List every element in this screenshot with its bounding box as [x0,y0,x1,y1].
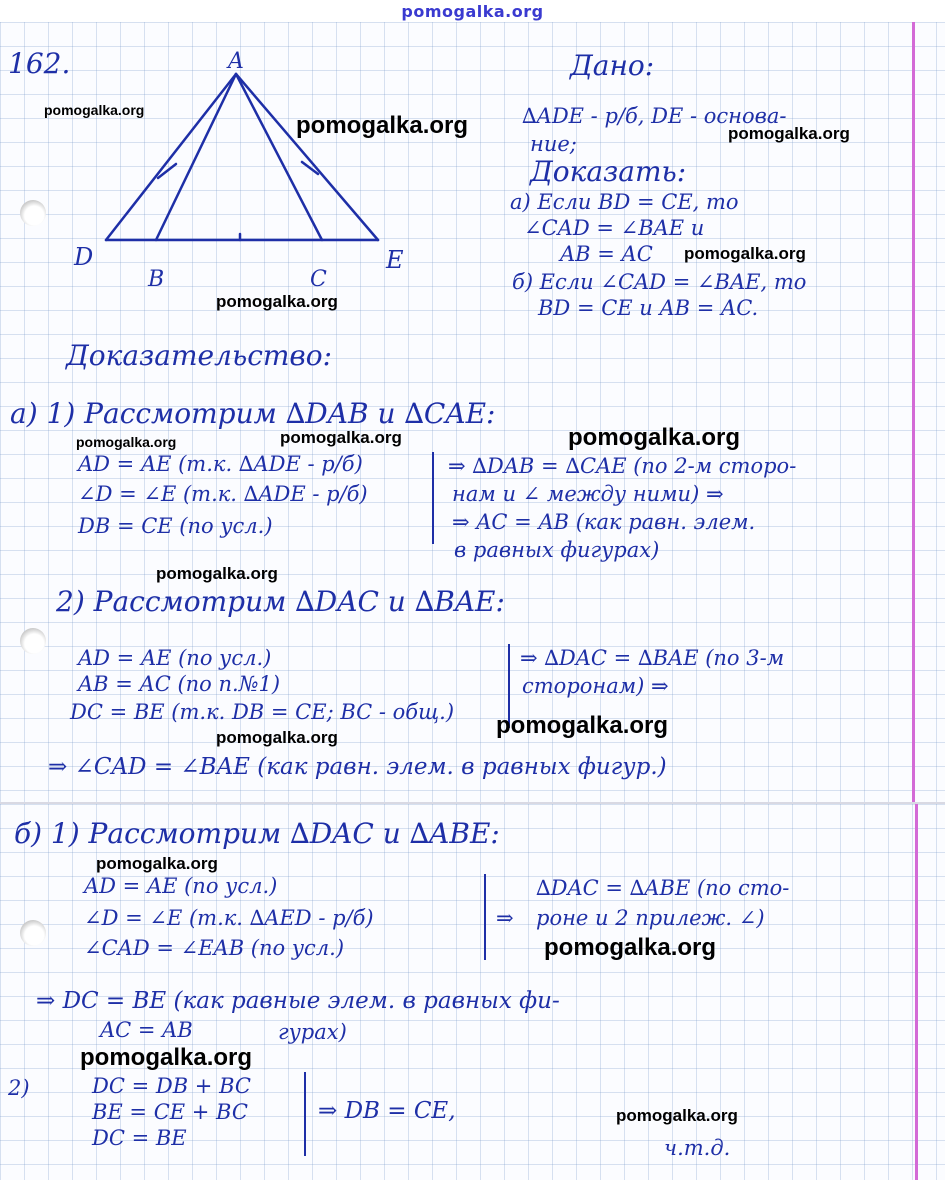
proof-b-step1-result: роне и 2 прилеж. ∠) [536,906,765,930]
proof-b-step1-line: AD = AE (по усл.) [84,874,278,898]
given-line-2: ние; [530,132,577,156]
vertex-B: B [148,267,165,290]
watermark: pomogalka.org [568,424,741,451]
proof-a-step1-result: ⇒ ∆DAB = ∆CAE (по 2-м сторо- [448,454,797,478]
proof-b-step1-result: ∆DAC = ∆ABE (по сто- [536,876,790,900]
proof-b-step2-label: 2) [8,1076,30,1100]
qed-mark: ч.т.д. [664,1136,731,1160]
proof-b-arrow: ⇒ [496,906,514,930]
proof-b-step1-line: ∠D = ∠E (т.к. ∆AED - р/б) [84,906,374,930]
watermark: pomogalka.org [80,1044,253,1071]
side-AD [106,74,236,240]
proof-a-step2-title: 2) Рассмотрим ∆DAC и ∆BAE: [56,585,505,618]
proof-a-step1-line: AD = AE (т.к. ∆ADE - р/б) [78,452,363,476]
proof-b-conclusion-2: AC = AB [100,1018,193,1042]
site-header-url[interactable]: pomogalka.org [401,2,544,21]
proof-a-step2-line: AB = AC (по п.№1) [78,672,281,696]
watermark: pomogalka.org [296,112,469,139]
bracket [432,452,434,544]
proof-b-step2-line: DC = BE [92,1126,187,1150]
proof-b-conclusion-3: гурах) [278,1020,347,1044]
bracket [304,1072,306,1156]
proof-a-step1-result: нам и ∠ между ними) ⇒ [452,482,724,506]
problem-number: 162. [8,47,71,80]
proof-a-step1-result: ⇒ AC = AB (как равн. элем. [452,510,756,534]
bracket [484,874,486,960]
notebook-page-bottom [0,802,945,1180]
proof-a-step2-result: сторонам) ⇒ [522,674,669,698]
vertex-D: D [74,243,94,271]
watermark: pomogalka.org [76,434,177,450]
prove-a-line-2: ∠CAD = ∠BAE и [524,216,705,240]
segment-AB [156,74,236,240]
triangle-figure [60,50,440,290]
proof-b-step2-line: DC = DB + BC [92,1074,251,1098]
prove-b-line-1: б) Если ∠CAD = ∠BAE, то [512,270,807,294]
proof-b-conclusion-1: ⇒ DC = BE (как равные элем. в равных фи- [36,988,560,1014]
side-AE [236,74,378,240]
notebook-page-top [0,22,945,802]
watermark: pomogalka.org [728,124,850,143]
prove-a-line-1: а) Если BD = CE, то [510,190,739,214]
watermark: pomogalka.org [44,102,145,118]
proof-b-step1-title: б) 1) Рассмотрим ∆DAC и ∆ABE: [14,817,500,850]
proof-a-step1-line: ∠D = ∠E (т.к. ∆ADE - р/б) [78,482,368,506]
watermark: pomogalka.org [684,244,806,263]
vertex-C: C [310,267,327,290]
watermark: pomogalka.org [216,728,338,747]
proof-a-step2-result: ⇒ ∆DAC = ∆BAE (по 3-м [520,646,785,670]
prove-b-line-2: BD = CE и AB = AC. [538,296,759,320]
margin-line [912,22,915,802]
proof-a-step1-title: а) 1) Рассмотрим ∆DAB и ∆CAE: [10,397,496,430]
proof-b-step2-result: ⇒ DB = CE, [318,1098,456,1124]
binder-hole [20,628,46,654]
proof-a-conclusion: ⇒ ∠CAD = ∠BAE (как равн. элем. в равных фигур.) [48,754,667,780]
binder-hole [20,920,46,946]
proof-a-step1-line: DB = CE (по усл.) [78,514,273,538]
watermark: pomogalka.org [544,934,717,961]
proof-a-step2-line: AD = AE (по усл.) [78,646,272,670]
given-line-1: ∆ADE - р/б, DE - основа- [522,104,787,128]
margin-line [915,804,918,1180]
watermark: pomogalka.org [156,564,278,583]
prove-a-line-3: AB = AC [560,242,653,266]
given-heading: Дано: [570,49,655,82]
vertex-E: E [386,246,404,274]
watermark: pomogalka.org [280,428,402,447]
vertex-A: A [228,50,244,74]
proof-a-step1-result: в равных фигурах) [454,538,660,562]
watermark: pomogalka.org [216,292,338,311]
binder-hole [20,200,46,226]
watermark: pomogalka.org [496,712,669,739]
proof-heading: Доказательство: [66,339,333,372]
proof-b-step1-line: ∠CAD = ∠EAB (по усл.) [84,936,345,960]
prove-heading: Доказать: [530,155,687,188]
proof-b-step2-line: BE = CE + BC [92,1100,248,1124]
proof-a-step2-line: DC = BE (т.к. DB = CE; BC - общ.) [70,700,455,724]
segment-AC [236,74,322,240]
watermark: pomogalka.org [96,854,218,873]
watermark: pomogalka.org [616,1106,738,1125]
